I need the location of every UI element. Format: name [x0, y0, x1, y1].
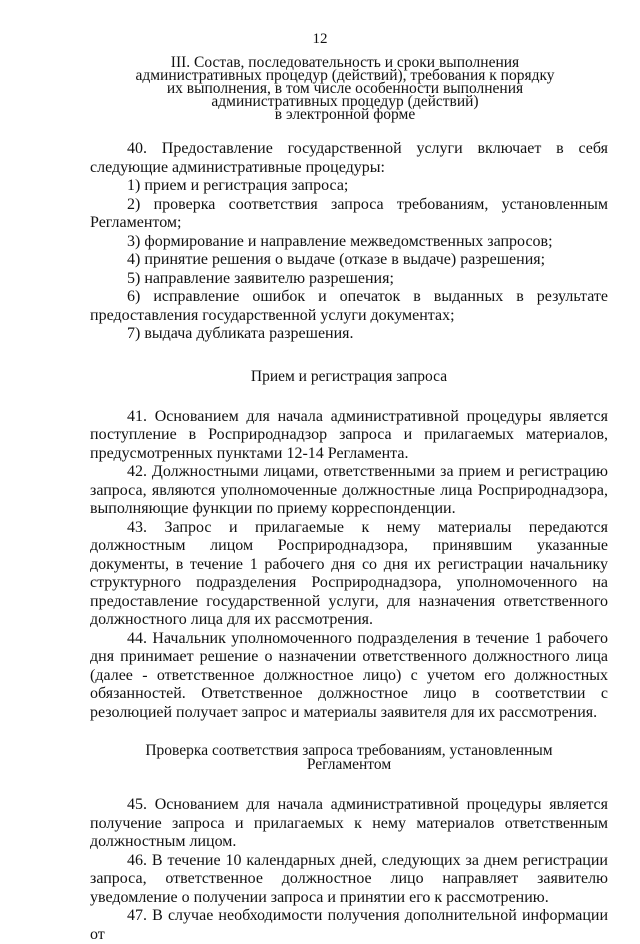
list-item: 7) выдача дубликата разрешения.: [127, 325, 354, 342]
section-heading-line: административных процедур (действий), требования к порядку: [135, 67, 555, 84]
section-heading: [110, 56, 580, 121]
list-item: 2) проверка соответствия запроса требованиям, установленным Регламентом;: [90, 195, 608, 231]
subsection-title-line: Проверка соответствия запроса требованиям, установленным: [145, 742, 553, 759]
list-item: 4) принятие решения о выдаче (отказе в выдаче) разрешения;: [127, 251, 546, 268]
section-heading-line: их выполнения, в том числе особенности выполнения: [166, 80, 524, 97]
subsection-title: Прием и регистрация запроса: [250, 367, 448, 385]
paragraph-46: 46. В течение 10 календарных дней, следующих за днем регистрации запроса, ответственное должностное лицо направляет заявителю уведомление о получении запроса и принятии его к рассмотрению.: [90, 851, 608, 906]
document-body: [90, 140, 608, 944]
subsection-title-line: Регламентом: [306, 756, 392, 773]
list-item: 3) формирование и направление межведомственных запросов;: [127, 232, 553, 250]
section-heading-line: III. Состав, последовательность и сроки выполнения: [170, 54, 520, 71]
paragraph-40-intro: 40. Предоставление государственной услуги включает в себя следующие административные процедуры:: [90, 140, 608, 176]
paragraph-43: 43. Запрос и прилагаемые к нему материалы передаются должностным лицом Росприроднадзора, принявшим указанные документы, в течение 1 рабочего дня со дня их регистрации начальнику структурного подразделения Росприроднадзора, уполномоченного на предоставление государственной услуги, для назначения ответственного должностного лица для их рассмотрения.: [90, 518, 608, 628]
subsection-title: [90, 744, 608, 772]
list-item: 5) направление заявителю разрешения;: [127, 269, 394, 287]
list-item: 6) исправление ошибок и опечаток в выданных в результате предоставления государственной услуги документах;: [90, 288, 608, 324]
paragraph-47: 47. В случае необходимости получения дополнительной информации от: [90, 907, 608, 943]
paragraph-45: 45. Основанием для начала административной процедуры является получение запроса и прилагаемых к нему материалов ответственным должностным лицом.: [90, 796, 608, 850]
page-number: 12: [312, 31, 328, 47]
paragraph-44: 44. Начальник уполномоченного подразделения в течение 1 рабочего дня принимает решение о назначении ответственного должностного лица (далее - ответственное должностное лицо) с учетом его должностных обязанностей. Ответственное должностное лицо в соответствии с резолюцией получает запрос и материалы заявителя для их рассмотрения.: [90, 629, 608, 721]
paragraph-42: 42. Должностными лицами, ответственными за прием и регистрацию запроса, являются уполномоченные должностные лица Росприроднадзора, выполняющие функции по приему корреспонденции.: [90, 463, 608, 517]
section-heading-line: административных процедур (действий): [211, 93, 479, 110]
list-item: 1) прием и регистрация запроса;: [127, 177, 349, 194]
paragraph-41: 41. Основанием для начала административной процедуры является поступление в Росприроднадзор запроса и прилагаемых материалов, предусмотренных пунктами 12-14 Регламента.: [90, 407, 608, 462]
section-heading-line: в электронной форме: [274, 106, 416, 123]
